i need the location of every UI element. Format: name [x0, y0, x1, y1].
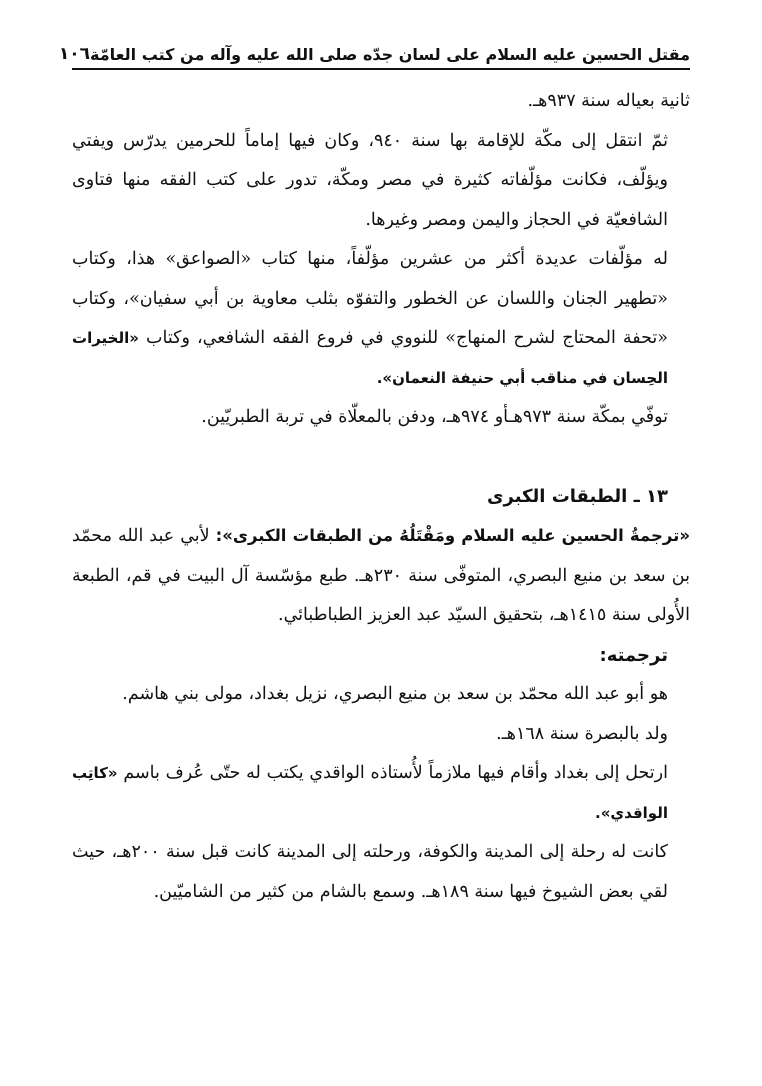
- paragraph-4: توفّي بمكّة سنة ٩٧٣هـأو ٩٧٤هـ، ودفن بالمعلّاة في تربة الطبريّين.: [201, 407, 668, 427]
- book-title-khayrat: «الخيرات الحِسان في مناقب أبي حنيفة النعمان».: [72, 329, 668, 387]
- paragraph-8: [72, 754, 690, 833]
- paragraph-5: [72, 516, 690, 636]
- paragraph-5-text: لأبي عبد الله محمّد بن سعد بن منيع البصري، المتوفّى سنة ٢٣٠هـ. طبع مؤسّسة آل البيت في قم، الطبعة الأُولى سنة ١٤١٥هـ، بتحقيق السيّد عبد العزيز الطباطبائي.: [72, 526, 690, 625]
- paragraph-3: [72, 240, 690, 398]
- section-title: ١٣ ـ الطبقات الكبرى: [487, 485, 668, 507]
- nickname-katib-alwaqidi: «كاتِب الواقدي».: [72, 764, 668, 822]
- section-gap: [72, 438, 690, 477]
- paragraph-9: كانت له رحلة إلى المدينة والكوفة، ورحلته إلى المدينة كانت قبل سنة ٢٠٠هـ، حيث لقي بعض الشيوخ فيها سنة ١٨٩هـ. وسمع بالشام من كثير من الشاميّين.: [72, 842, 668, 902]
- paragraph-6: هو أبو عبد الله محمّد بن سعد بن منيع البصري، نزيل بغداد، مولى بني هاشم.: [122, 684, 668, 704]
- header-title: مقتل الحسين عليه السلام على لسان جدّه صلى الله عليه وآله من كتب العامّة: [89, 45, 690, 64]
- paragraph-8-text: ارتحل إلى بغداد وأقام فيها ملازماً لأُستاذه الواقدي يكتب له حتّى عُرف باسم: [123, 763, 668, 783]
- paragraph-1: ثانية بعياله سنة ٩٣٧هـ.: [527, 91, 690, 111]
- sub-heading-biography: ترجمته:: [599, 644, 668, 666]
- paragraph-2: ثمّ انتقل إلى مكّة للإقامة بها سنة ٩٤٠، وكان فيها إماماً للحرمين يدرّس ويفتي ويؤلّف، فكانت مؤلّفاته كثيرة في مصر ومكّة، تدور على كتب الفقه منها فتاوى الشافعيّة في الحجاز واليمن ومصر وغيرها.: [72, 130, 668, 230]
- page-number: ١٠٦: [58, 44, 90, 64]
- paragraph-3-text: له مؤلّفات عديدة أكثر من عشرين مؤلّفاً، منها كتاب «الصواعق» هذا، وكتاب «تطهير الجنان واللسان عن الخطور والتفوّه بثلب معاوية بن أبي سفيان»، وكتاب «تحفة المحتاج لشرح المنهاج» للنووي في فروع الفقه الشافعي، وكتاب: [72, 249, 668, 348]
- body-text: [72, 82, 690, 912]
- paragraph-7: ولد بالبصرة سنة ١٦٨هـ.: [496, 723, 668, 744]
- book-title-tabaqat: «ترجمةُ الحسين عليه السلام ومَقْتَلُهُ من الطبقات الكبرى»:: [215, 526, 690, 545]
- running-header: [58, 36, 690, 70]
